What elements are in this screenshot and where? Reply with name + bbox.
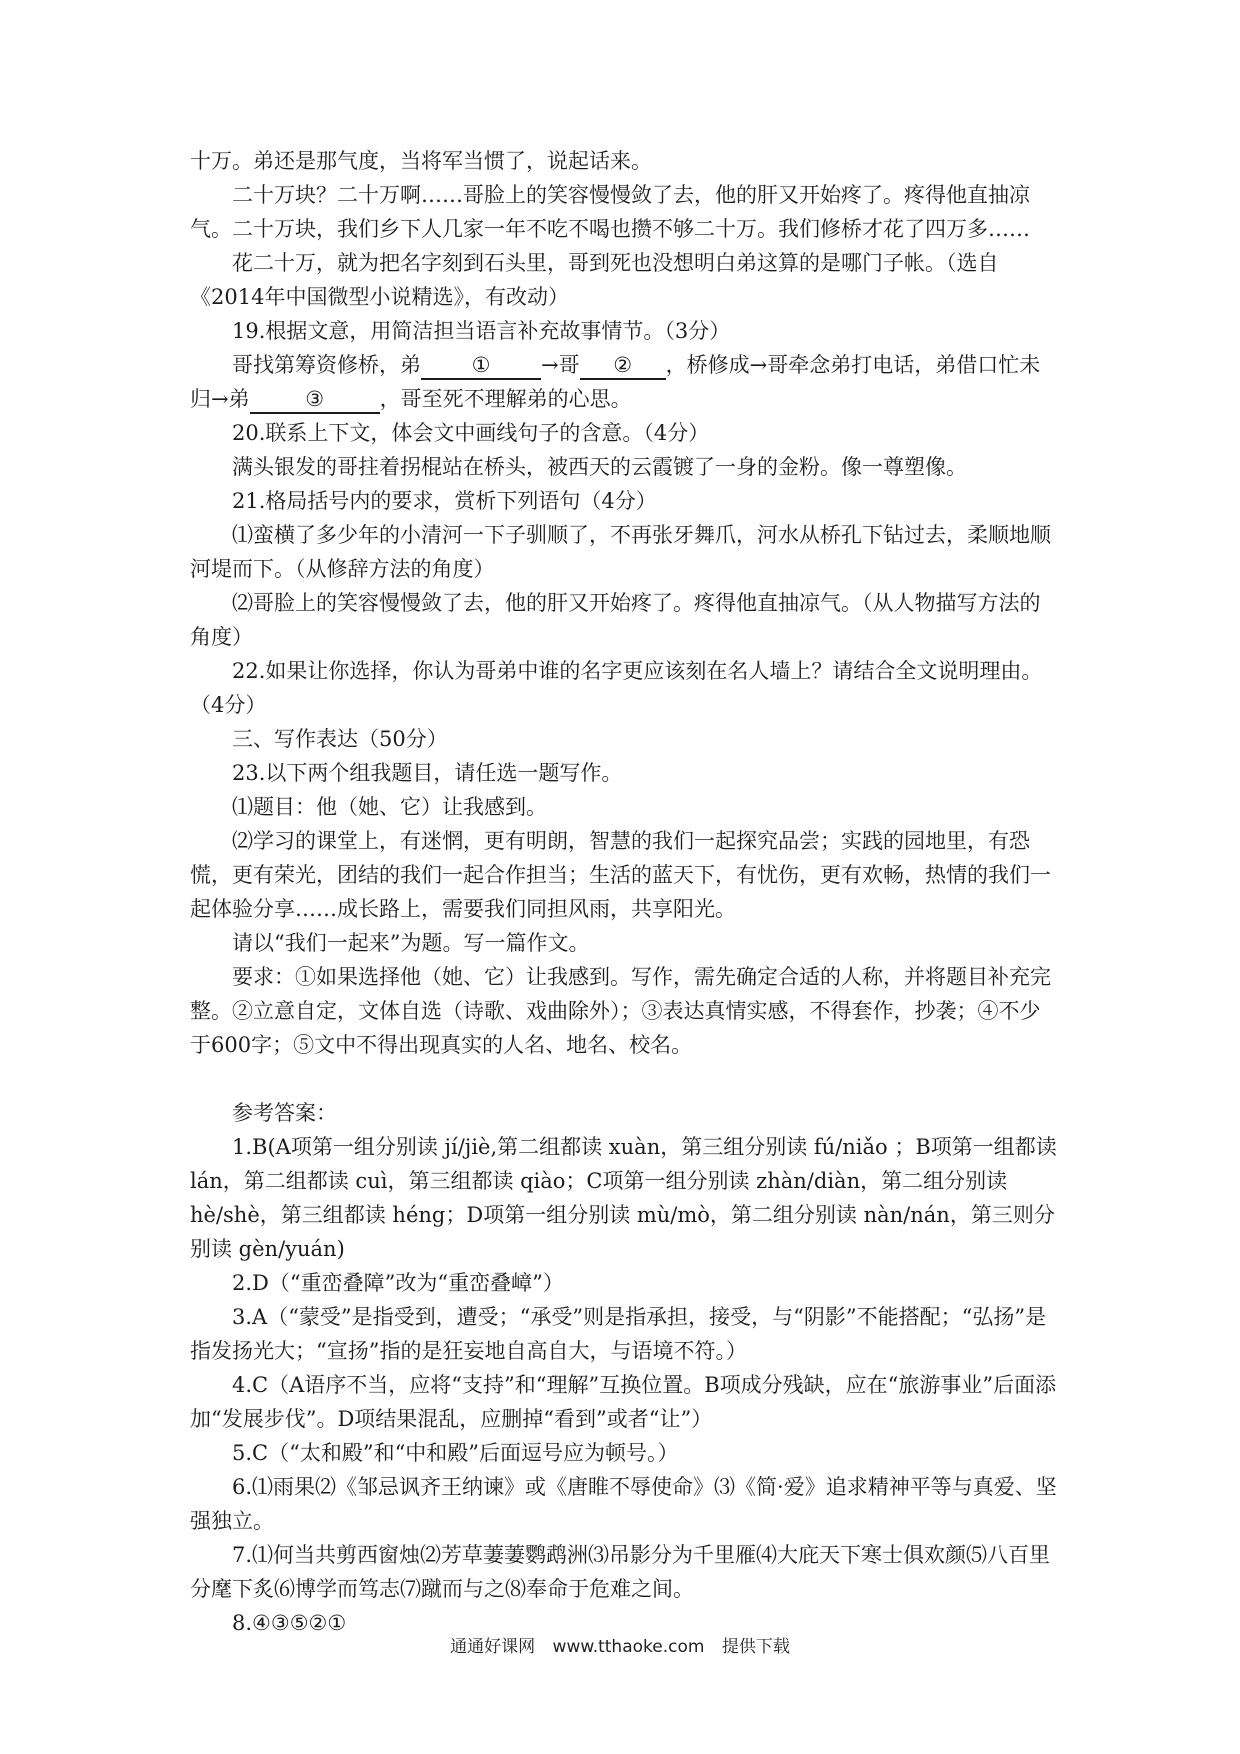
question-23-requirements: 要求：①如果选择他（她、它）让我感到。写作，需先确定合适的人称，并将题目补充完整。②立意自定，文体自选（诗歌、戏曲除外）；③表达真情实感，不得套作，抄袭；④不少于600字；⑤文中不得出现真实的人名、地名、校名。 — [190, 965, 1051, 1057]
question-23-item-1: ⑴题目：他（她、它）让我感到。 — [232, 795, 547, 819]
question-22-stem: 22.如果让你选择，你认为哥弟中谁的名字更应该刻在名人墙上？请结合全文说明理由。（4分） — [190, 659, 1043, 717]
question-19-body — [190, 348, 1060, 416]
answer-6: 6.⑴雨果⑵《邹忌讽齐王纳谏》或《唐睢不辱使命》⑶《简·爱》追求精神平等与真爱、坚强独立。 — [190, 1475, 1057, 1533]
question-21-stem: 21.格局括号内的要求，赏析下列语句（4分） — [232, 489, 657, 513]
question-21-item-2: ⑵哥脸上的笑容慢慢敛了去，他的肝又开始疼了。疼得他直抽凉气。（从人物描写方法的角度） — [190, 591, 1041, 649]
footer-note: 提供下载 — [721, 1637, 790, 1657]
answer-key — [190, 1096, 1060, 1640]
footer-url-link[interactable]: www.tthaoke.com — [552, 1637, 705, 1657]
q19-text-1: 哥找第筹资修桥，弟 — [232, 353, 421, 377]
q19-blank-2: ② — [580, 352, 666, 380]
story-line-1: 十万。弟还是那气度，当将军当惯了，说起话来。 — [190, 149, 652, 173]
question-21-item-1: ⑴蛮横了多少年的小清河一下子驯顺了，不再张牙舞爪，河水从桥孔下钻过去，柔顺地顺河堤而下。（从修辞方法的角度） — [190, 523, 1051, 581]
document-body — [190, 144, 1060, 1640]
footer-site-name: 通通好课网 — [450, 1637, 536, 1657]
q19-text-3: ，桥修成→哥牵念弟打电话，弟借口忙未归→弟 — [190, 353, 1041, 411]
question-20-stem: 20.联系上下文，体会文中画线句子的含意。（4分） — [232, 421, 710, 445]
answer-4: 4.C（A语序不当，应将“支持”和“理解”互换位置。B项成分残缺，应在“旅游事业”后面添加“发展步伐”。D项结果混乱，应删掉“看到”或者“让”） — [190, 1373, 1057, 1431]
story-line-3: 花二十万，就为把名字刻到石头里，哥到死也没想明白弟这算的是哪门子帐。（选自《2014年中国微型小说精选》，有改动） — [190, 251, 999, 309]
answer-2: 2.D（“重峦叠障”改为“重峦叠嶂”） — [232, 1271, 564, 1295]
question-23-item-2: ⑵学习的课堂上，有迷惘，更有明朗，智慧的我们一起探究品尝；实践的园地里，有恐慌，更有荣光，团结的我们一起合作担当；生活的蓝天下，有忧伤，更有欢畅，热情的我们一起体验分享……成长路上，需要我们同担风雨，共享阳光。 — [190, 829, 1051, 921]
section-3-heading: 三、写作表达（50分） — [232, 727, 448, 751]
q19-text-2: →哥 — [541, 353, 580, 377]
question-19-stem: 19.根据文意，用简洁担当语言补充故事情节。（3分） — [232, 319, 731, 343]
answer-3: 3.A（“蒙受”是指受到，遭受；“承受”则是指承担，接受，与“阴影”不能搭配；“弘扬”是指发扬光大；“宣扬”指的是狂妄地自高自大，与语境不符。） — [190, 1305, 1047, 1363]
q19-blank-1: ① — [421, 352, 541, 380]
answer-5: 5.C（“太和殿”和“中和殿”后面逗号应为顿号。） — [232, 1441, 679, 1465]
answer-7: 7.⑴何当共剪西窗烛⑵芳草萋萋鹦鹉洲⑶吊影分为千里雁⑷大庇天下寒士俱欢颜⑸八百里分麾下炙⑹博学而笃志⑺蹴而与之⑻奉命于危难之间。 — [190, 1543, 1051, 1601]
question-23-stem: 23.以下两个组我题目，请任选一题写作。 — [232, 761, 623, 785]
question-20-quote: 满头银发的哥拄着拐棍站在桥头，被西天的云霞镀了一身的金粉。像一尊塑像。 — [232, 455, 967, 479]
story-line-2: 二十万块？二十万啊……哥脸上的笑容慢慢敛了去，他的肝又开始疼了。疼得他直抽凉气。二十万块，我们乡下人几家一年不吃不喝也攒不够二十万。我们修桥才花了四万多…… — [190, 183, 1030, 241]
question-23-item-3: 请以“我们一起来”为题。写一篇作文。 — [232, 931, 590, 955]
q19-blank-3: ③ — [250, 386, 380, 414]
q19-text-4: ，哥至死不理解弟的心思。 — [379, 387, 632, 411]
answer-8: 8.④③⑤②① — [232, 1611, 347, 1635]
answers-heading: 参考答案： — [232, 1101, 337, 1125]
answer-1: 1.B(A项第一组分别读 jí/jiè,第二组都读 xuàn，第三组分别读 fú/niǎo ；B项第一组都读 lán，第二组都读 cuì，第三组都读 qiào；C项第一组分别读 zhàn/diàn，第二组分别读 hè/shè，第三组都读 héng；D项第一组分别读 mù/mò，第二组分别读 nàn/nán，第三则分别读 gèn/yuán) — [190, 1135, 1057, 1261]
spacer — [190, 1062, 1060, 1096]
page-footer — [0, 1632, 1240, 1657]
